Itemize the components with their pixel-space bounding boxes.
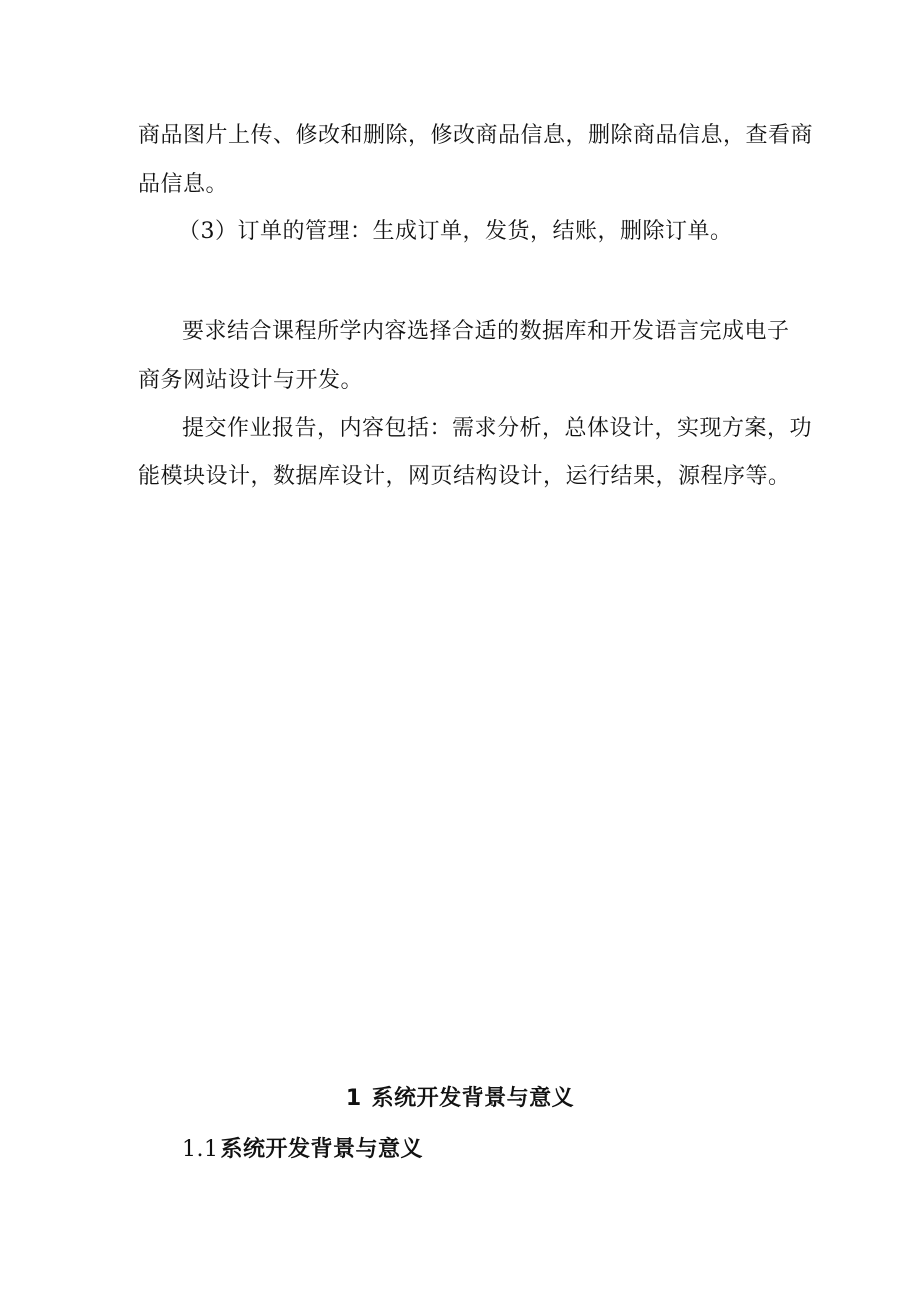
subsection-number: 1.1 bbox=[182, 1137, 219, 1162]
order-management-line: （3）订单的管理：生成订单，发货，结账，删除订单。 bbox=[178, 219, 733, 244]
body-text-line: 商品图片上传、修改和删除，修改商品信息，删除商品信息，查看商 bbox=[138, 123, 814, 148]
report-paragraph-line: 能模块设计，数据库设计，网页结构设计，运行结果，源程序等。 bbox=[138, 464, 791, 489]
section-number: 1 bbox=[345, 1086, 362, 1111]
requirement-paragraph-line: 要求结合课程所学内容选择合适的数据库和开发语言完成电子 bbox=[182, 319, 790, 344]
report-paragraph-line: 提交作业报告，内容包括：需求分析，总体设计，实现方案，功 bbox=[182, 416, 813, 441]
section-title: 系统开发背景与意义 bbox=[371, 1086, 575, 1111]
subsection-title: 系统开发背景与意义 bbox=[220, 1137, 424, 1162]
requirement-paragraph-line: 商务网站设计与开发。 bbox=[138, 368, 364, 393]
subsection-heading bbox=[182, 1135, 423, 1165]
body-text-line: 品信息。 bbox=[138, 172, 229, 197]
section-heading bbox=[0, 1084, 920, 1114]
